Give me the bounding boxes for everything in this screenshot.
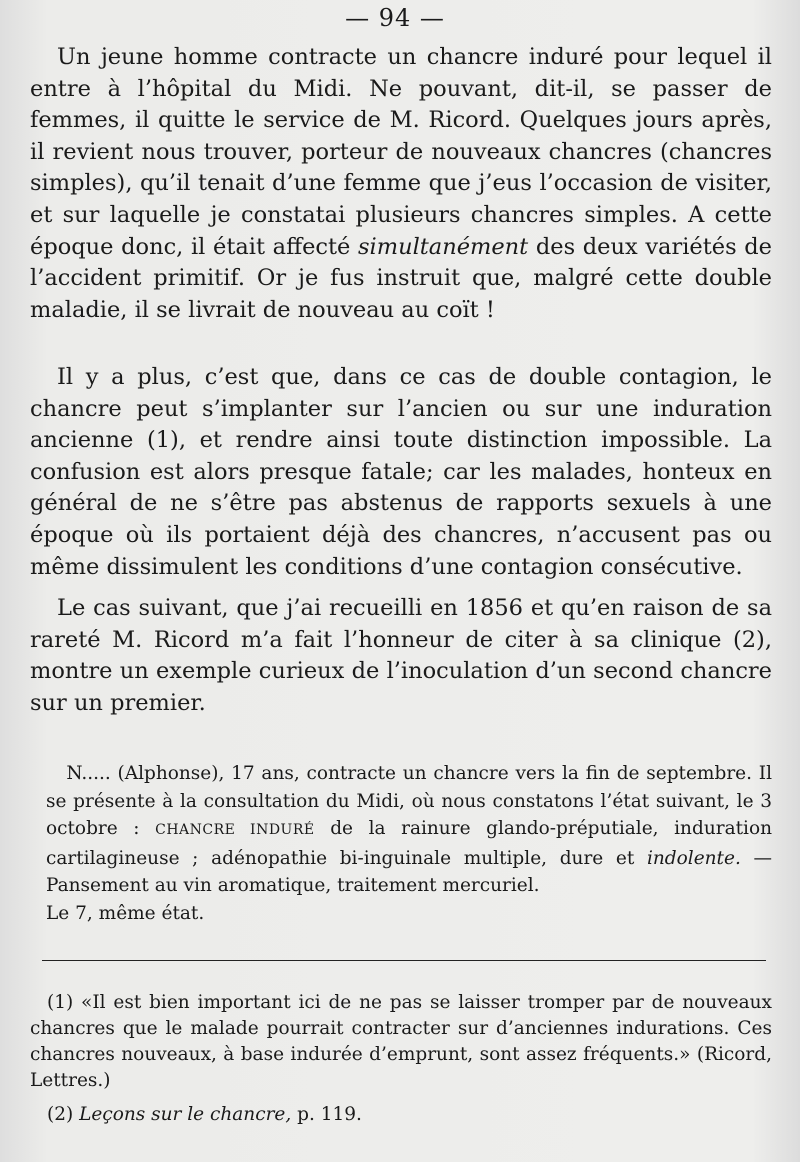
paragraph-1-start: Un jeune homme contracte un chancre induré pour lequel il entre à l’hôpital du Midi. Ne pouvant, dit-il, se passer de femmes, il quitte le service de M. Ricord. Quelques jours après, il revient nous trouver, porteur de nouveaux chancres (chancres simples), qu’il tenait d’une femme que j’eus l’occasion de visiter, et sur laquelle je constatai plusieurs chancres simples. A cette époque donc, il était affecté <box>30 44 772 260</box>
clinical-observation <box>46 760 772 927</box>
footnote-2-number: (2) <box>47 1104 80 1125</box>
observation-middle: de la rainure glando-préputiale, induration cartilagineuse ; adénopathie bi-inguinale multiple, dure et <box>46 818 773 869</box>
footnote-divider <box>42 960 766 961</box>
paragraph-3: Le cas suivant, que j’ai recueilli en 1856 et qu’en raison de sa rareté M. Ricord m’a fait l’honneur de citer à sa clinique (2), montre un exemple curieux de l’inoculation d’un second chancre sur un premier. <box>30 595 772 716</box>
observation-end: — Pansement au vin aromatique, traitement mercuriel. <box>46 847 772 896</box>
paragraph-1-emphasis: simultanément <box>358 233 529 260</box>
observation-line-2: Le 7, même état. <box>46 902 205 924</box>
footnote-2-title: Leçons sur le chancre, <box>79 1104 292 1125</box>
body-text-continued <box>30 362 772 720</box>
body-text <box>30 42 772 326</box>
paragraph-2: Il y a plus, c’est que, dans ce cas de double contagion, le chancre peut s’implanter sur l’ancien ou sur une induration ancienne (1), et rendre ainsi toute distinction impossible. La confusion est alors presque fatale; car les malades, honteux en général de ne s’être pas abstenus de rapports sexuels à une époque où ils portaient déjà des chancres, n’accusent pas ou même dissimulent les conditions d’une contagion consécutive. <box>30 364 772 580</box>
observation-smallcaps: CHANCRE INDURÉ <box>155 822 315 838</box>
paragraph-1-end: des deux variétés de l’accident primitif. Or je fus instruit que, malgré cette double maladie, il se livrait de nouveau au coït ! <box>30 233 772 323</box>
footnotes <box>30 990 772 1128</box>
observation-start: N..... (Alphonse), 17 ans, contracte un chancre vers la fin de septembre. Il se présente à la consultation du Midi, où nous constatons l’état suivant, le 3 octobre : <box>46 763 772 839</box>
paragraph-1 <box>30 42 772 326</box>
observation-paragraph <box>46 760 772 900</box>
observation-emphasis: indolente. <box>646 847 741 869</box>
page-number: — 94 — <box>345 4 445 32</box>
footnote-1: (1) «Il est bien important ici de ne pas se laisser tromper par de nouveaux chancres que le malade pourrait contracter sur d’anciennes indurations. Ces chancres nouveaux, à base indurée d’emprunt, sont assez fréquents.» (Ricord, Lettres.) <box>30 992 772 1091</box>
footnote-2 <box>30 1102 772 1128</box>
footnote-2-page: p. 119. <box>291 1104 362 1125</box>
